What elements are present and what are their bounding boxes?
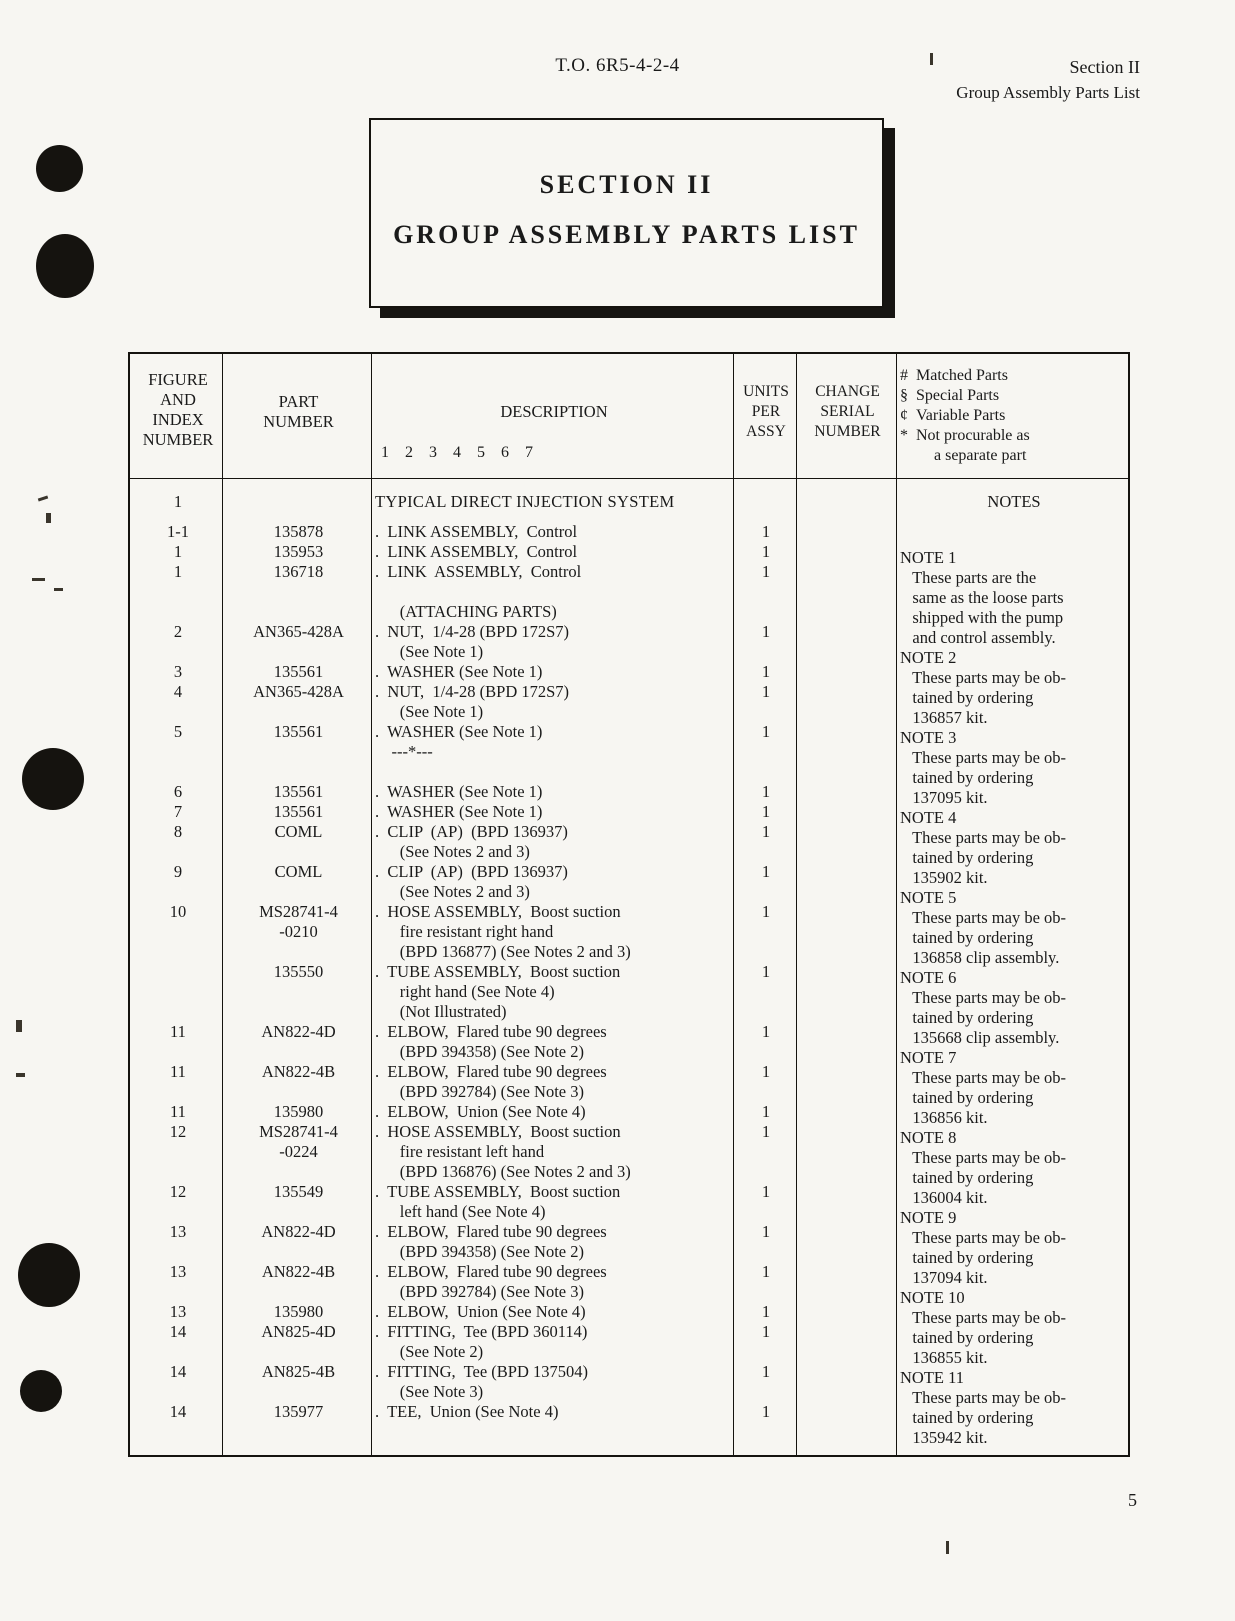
cell-figure-index: 14 bbox=[169, 1362, 187, 1381]
cell-figure-index: 11 bbox=[170, 1062, 186, 1081]
legend-text: a separate part bbox=[934, 447, 1027, 464]
note-line: These parts may be ob- bbox=[900, 1308, 1067, 1327]
cell-description: . CLIP (AP) (BPD 136937) bbox=[375, 862, 568, 881]
cell-part-number: 135977 bbox=[273, 1402, 324, 1421]
cell-description: . TUBE ASSEMBLY, Boost suction bbox=[375, 1182, 621, 1201]
scan-speck bbox=[16, 1073, 25, 1077]
cell-units-per-assy: 1 bbox=[761, 1222, 771, 1241]
cell-figure-index: 13 bbox=[169, 1222, 187, 1241]
cell-description: . HOSE ASSEMBLY, Boost suction bbox=[375, 902, 621, 921]
scan-speck bbox=[32, 578, 45, 581]
note-line: 136855 kit. bbox=[900, 1348, 988, 1367]
cell-description: . ELBOW, Flared tube 90 degrees bbox=[375, 1022, 607, 1041]
cell-part-number: AN822-4B bbox=[261, 1062, 336, 1081]
cell-units-per-assy: 1 bbox=[761, 662, 771, 681]
cell-description: ---*--- bbox=[375, 742, 433, 761]
note-line: NOTE 4 bbox=[900, 808, 957, 827]
cell-part-number: AN822-4D bbox=[261, 1222, 336, 1241]
legend-row bbox=[900, 446, 1128, 466]
cell-part-number: 135550 bbox=[273, 962, 324, 981]
cell-description: . LINK ASSEMBLY, Control bbox=[375, 522, 578, 541]
cell-units-per-assy: 1 bbox=[761, 1262, 771, 1281]
note-line: and control assembly. bbox=[900, 628, 1056, 647]
note-line: tained by ordering bbox=[900, 1328, 1034, 1347]
cell-description: fire resistant left hand bbox=[375, 1142, 545, 1161]
cell-description: (See Note 3) bbox=[375, 1382, 484, 1401]
cell-units-per-assy: 1 bbox=[761, 1322, 771, 1341]
scan-speck bbox=[946, 1541, 949, 1554]
cell-description: . NUT, 1/4-28 (BPD 172S7) bbox=[375, 622, 570, 641]
cell-description: . ELBOW, Flared tube 90 degrees bbox=[375, 1062, 607, 1081]
description-indent-scale: 1 2 3 4 5 6 7 bbox=[381, 444, 539, 461]
punch-hole-artifact bbox=[20, 1370, 62, 1412]
cell-description: . WASHER (See Note 1) bbox=[375, 662, 543, 681]
cell-description: (BPD 392784) (See Note 3) bbox=[375, 1082, 584, 1101]
legend-symbol: ¢ bbox=[900, 407, 908, 424]
cell-description: (BPD 392784) (See Note 3) bbox=[375, 1282, 584, 1301]
cell-description: (BPD 136877) (See Notes 2 and 3) bbox=[375, 942, 631, 961]
note-line: tained by ordering bbox=[900, 1408, 1034, 1427]
cell-description: fire resistant right hand bbox=[375, 922, 554, 941]
cell-figure-index: 12 bbox=[169, 1122, 187, 1141]
cell-figure-index: 11 bbox=[170, 1102, 186, 1121]
cell-description: . TEE, Union (See Note 4) bbox=[375, 1402, 559, 1421]
scan-speck bbox=[16, 1020, 22, 1032]
cell-units-per-assy: 1 bbox=[761, 1302, 771, 1321]
cell-description: (See Notes 2 and 3) bbox=[375, 842, 530, 861]
scan-speck bbox=[46, 513, 51, 523]
legend-row bbox=[900, 426, 1128, 446]
cell-part-number: 135878 bbox=[273, 522, 324, 541]
table-body bbox=[130, 478, 1128, 1455]
note-line: same as the loose parts bbox=[900, 588, 1064, 607]
cell-figure-index: 1-1 bbox=[167, 522, 189, 541]
note-line: These parts may be ob- bbox=[900, 908, 1067, 927]
cell-part-number: AN825-4B bbox=[261, 1362, 336, 1381]
note-line: NOTE 2 bbox=[900, 648, 957, 667]
scan-speck bbox=[38, 496, 48, 502]
note-line: 136856 kit. bbox=[900, 1108, 988, 1127]
column-header-description: DESCRIPTION bbox=[500, 402, 608, 421]
cell-units-per-assy: 1 bbox=[761, 862, 771, 881]
cell-units-per-assy: 1 bbox=[761, 782, 771, 801]
cell-description: . WASHER (See Note 1) bbox=[375, 782, 543, 801]
cell-description: . NUT, 1/4-28 (BPD 172S7) bbox=[375, 682, 570, 701]
column-header-figure-index: FIGURE AND INDEX NUMBER bbox=[142, 370, 214, 449]
note-line: 137095 kit. bbox=[900, 788, 988, 807]
legend-symbol: # bbox=[900, 367, 908, 384]
cell-part-number: 135561 bbox=[273, 802, 324, 821]
cell-part-number: 135561 bbox=[273, 722, 324, 741]
cell-description: (See Note 1) bbox=[375, 642, 484, 661]
cell-units-per-assy: 1 bbox=[761, 522, 771, 541]
note-line: tained by ordering bbox=[900, 768, 1034, 787]
cell-units-per-assy: 1 bbox=[761, 1062, 771, 1081]
cell-part-number: -0224 bbox=[279, 1142, 318, 1161]
cell-part-number: 135549 bbox=[273, 1182, 324, 1201]
cell-units-per-assy: 1 bbox=[761, 682, 771, 701]
cell-units-per-assy: 1 bbox=[761, 1122, 771, 1141]
cell-description: . FITTING, Tee (BPD 137504) bbox=[375, 1362, 589, 1381]
cell-description: . ELBOW, Union (See Note 4) bbox=[375, 1102, 586, 1121]
scan-speck bbox=[54, 588, 63, 591]
cell-figure-index: 3 bbox=[173, 662, 183, 681]
note-line: tained by ordering bbox=[900, 1168, 1034, 1187]
cell-part-number: AN822-4D bbox=[261, 1022, 336, 1041]
note-line: 135668 clip assembly. bbox=[900, 1028, 1060, 1047]
cell-description: . FITTING, Tee (BPD 360114) bbox=[375, 1322, 588, 1341]
section-title-box bbox=[369, 118, 884, 308]
cell-description: . ELBOW, Union (See Note 4) bbox=[375, 1302, 586, 1321]
note-line: NOTE 11 bbox=[900, 1368, 965, 1387]
note-line: 135942 kit. bbox=[900, 1428, 988, 1447]
cell-figure-index: 14 bbox=[169, 1402, 187, 1421]
section-title-line2: GROUP ASSEMBLY PARTS LIST bbox=[393, 220, 860, 249]
cell-figure-index: 6 bbox=[173, 782, 183, 801]
note-line: These parts may be ob- bbox=[900, 748, 1067, 767]
note-line: NOTE 5 bbox=[900, 888, 957, 907]
cell-description: . HOSE ASSEMBLY, Boost suction bbox=[375, 1122, 621, 1141]
legend-text: Not procurable as bbox=[916, 427, 1030, 444]
cell-part-number: -0210 bbox=[279, 922, 318, 941]
legend-row bbox=[900, 406, 1128, 426]
cell-units-per-assy: 1 bbox=[761, 1022, 771, 1041]
cell-part-number: 135980 bbox=[273, 1102, 324, 1121]
note-line: These parts may be ob- bbox=[900, 1068, 1067, 1087]
header-section-label: Section II bbox=[1069, 57, 1140, 77]
cell-units-per-assy: 1 bbox=[761, 562, 771, 581]
notes-column-header: NOTES bbox=[987, 492, 1041, 511]
punch-hole-artifact bbox=[22, 748, 84, 810]
legend-text: Matched Parts bbox=[916, 367, 1008, 384]
cell-figure-index: 5 bbox=[173, 722, 183, 741]
note-line: These parts may be ob- bbox=[900, 988, 1067, 1007]
cell-units-per-assy: 1 bbox=[761, 1182, 771, 1201]
cell-description: . WASHER (See Note 1) bbox=[375, 722, 543, 741]
cell-units-per-assy: 1 bbox=[761, 822, 771, 841]
cell-description: . WASHER (See Note 1) bbox=[375, 802, 543, 821]
legend-row bbox=[900, 366, 1128, 386]
cell-figure-index: 10 bbox=[169, 902, 187, 921]
cell-units-per-assy: 1 bbox=[761, 962, 771, 981]
cell-part-number: 135561 bbox=[273, 662, 324, 681]
cell-figure-index: 13 bbox=[169, 1302, 187, 1321]
note-line: 135902 kit. bbox=[900, 868, 988, 887]
note-line: NOTE 1 bbox=[900, 548, 957, 567]
cell-description: (ATTACHING PARTS) bbox=[375, 602, 557, 621]
section-title-line1: SECTION II bbox=[539, 170, 714, 199]
cell-description: right hand (See Note 4) bbox=[375, 982, 555, 1001]
cell-description: (Not Illustrated) bbox=[375, 1002, 507, 1021]
cell-figure-index: 2 bbox=[173, 622, 183, 641]
cell-units-per-assy: 1 bbox=[761, 622, 771, 641]
cell-description: . CLIP (AP) (BPD 136937) bbox=[375, 822, 568, 841]
assembly-title: TYPICAL DIRECT INJECTION SYSTEM bbox=[375, 492, 675, 511]
note-line: These parts may be ob- bbox=[900, 1148, 1067, 1167]
note-line: These parts may be ob- bbox=[900, 668, 1067, 687]
assembly-figure-number: 1 bbox=[173, 492, 183, 511]
legend-symbol: § bbox=[900, 387, 908, 404]
cell-part-number: AN365-428A bbox=[253, 682, 344, 701]
note-line: These parts may be ob- bbox=[900, 1228, 1067, 1247]
note-line: These parts may be ob- bbox=[900, 1388, 1067, 1407]
parts-list-table bbox=[128, 352, 1130, 1457]
note-line: tained by ordering bbox=[900, 1088, 1034, 1107]
column-header-units-per-assy: UNITS PER ASSY bbox=[743, 383, 789, 440]
cell-figure-index: 14 bbox=[169, 1322, 187, 1341]
legend-text: Variable Parts bbox=[916, 407, 1006, 424]
note-line: tained by ordering bbox=[900, 928, 1034, 947]
cell-units-per-assy: 1 bbox=[761, 1102, 771, 1121]
cell-description: (BPD 136876) (See Notes 2 and 3) bbox=[375, 1162, 631, 1181]
header-section-info bbox=[956, 55, 1140, 105]
table-row bbox=[130, 522, 1128, 542]
column-header-part-number: PART NUMBER bbox=[263, 392, 334, 431]
cell-units-per-assy: 1 bbox=[761, 902, 771, 921]
cell-part-number: COML bbox=[274, 862, 323, 881]
cell-units-per-assy: 1 bbox=[761, 1402, 771, 1421]
cell-description: (BPD 394358) (See Note 2) bbox=[375, 1042, 584, 1061]
page-number: 5 bbox=[1128, 1490, 1137, 1510]
cell-description: (See Note 2) bbox=[375, 1342, 484, 1361]
cell-description: (BPD 394358) (See Note 2) bbox=[375, 1242, 584, 1261]
header-section-subtitle: Group Assembly Parts List bbox=[956, 83, 1140, 102]
cell-figure-index: 4 bbox=[173, 682, 183, 701]
cell-part-number: 136718 bbox=[273, 562, 324, 581]
cell-units-per-assy: 1 bbox=[761, 542, 771, 561]
note-line: 136858 clip assembly. bbox=[900, 948, 1060, 967]
note-line: NOTE 10 bbox=[900, 1288, 965, 1307]
cell-figure-index: 12 bbox=[169, 1182, 187, 1201]
cell-description: . LINK ASSEMBLY, Control bbox=[375, 542, 578, 561]
column-header-change-serial: CHANGE SERIAL NUMBER bbox=[814, 383, 881, 440]
punch-hole-artifact bbox=[36, 234, 94, 298]
cell-figure-index: 11 bbox=[170, 1022, 186, 1041]
note-line: These parts may be ob- bbox=[900, 828, 1067, 847]
notes-column bbox=[900, 548, 1132, 1448]
cell-description: . LINK ASSEMBLY, Control bbox=[375, 562, 582, 581]
cell-part-number: 135980 bbox=[273, 1302, 324, 1321]
cell-description: (See Note 1) bbox=[375, 702, 484, 721]
cell-units-per-assy: 1 bbox=[761, 1362, 771, 1381]
cell-description: left hand (See Note 4) bbox=[375, 1202, 546, 1221]
cell-figure-index: 7 bbox=[173, 802, 183, 821]
cell-part-number: 135561 bbox=[273, 782, 324, 801]
legend-row bbox=[900, 386, 1128, 406]
note-line: 137094 kit. bbox=[900, 1268, 988, 1287]
cell-description: . TUBE ASSEMBLY, Boost suction bbox=[375, 962, 621, 981]
note-line: tained by ordering bbox=[900, 848, 1034, 867]
cell-figure-index: 1 bbox=[173, 542, 183, 561]
cell-figure-index: 8 bbox=[173, 822, 183, 841]
note-line: NOTE 9 bbox=[900, 1208, 957, 1227]
note-line: 136857 kit. bbox=[900, 708, 988, 727]
note-line: NOTE 6 bbox=[900, 968, 957, 987]
legend-text: Special Parts bbox=[916, 387, 1000, 404]
note-line: NOTE 8 bbox=[900, 1128, 957, 1147]
note-line: shipped with the pump bbox=[900, 608, 1064, 627]
cell-part-number: MS28741-4 bbox=[259, 902, 338, 921]
note-line: tained by ordering bbox=[900, 688, 1034, 707]
cell-description: (See Notes 2 and 3) bbox=[375, 882, 530, 901]
note-line: NOTE 7 bbox=[900, 1048, 957, 1067]
note-line: NOTE 3 bbox=[900, 728, 957, 747]
legend-symbol: * bbox=[900, 427, 908, 444]
cell-part-number: 135953 bbox=[273, 542, 324, 561]
cell-part-number: MS28741-4 bbox=[259, 1122, 338, 1141]
cell-figure-index: 1 bbox=[173, 562, 183, 581]
document-number: T.O. 6R5-4-2-4 bbox=[555, 55, 680, 76]
cell-description: . ELBOW, Flared tube 90 degrees bbox=[375, 1262, 607, 1281]
symbol-legend bbox=[900, 366, 1128, 466]
cell-description: . ELBOW, Flared tube 90 degrees bbox=[375, 1222, 607, 1241]
cell-part-number: AN822-4B bbox=[261, 1262, 336, 1281]
cell-units-per-assy: 1 bbox=[761, 722, 771, 741]
note-line: tained by ordering bbox=[900, 1248, 1034, 1267]
cell-figure-index: 9 bbox=[173, 862, 183, 881]
note-line: 136004 kit. bbox=[900, 1188, 988, 1207]
cell-part-number: AN825-4D bbox=[261, 1322, 336, 1341]
note-line: tained by ordering bbox=[900, 1008, 1034, 1027]
punch-hole-artifact bbox=[18, 1243, 80, 1307]
cell-figure-index: 13 bbox=[169, 1262, 187, 1281]
cell-part-number: COML bbox=[274, 822, 323, 841]
cell-units-per-assy: 1 bbox=[761, 802, 771, 821]
note-line: These parts are the bbox=[900, 568, 1037, 587]
punch-hole-artifact bbox=[36, 145, 83, 192]
cell-part-number: AN365-428A bbox=[253, 622, 344, 641]
